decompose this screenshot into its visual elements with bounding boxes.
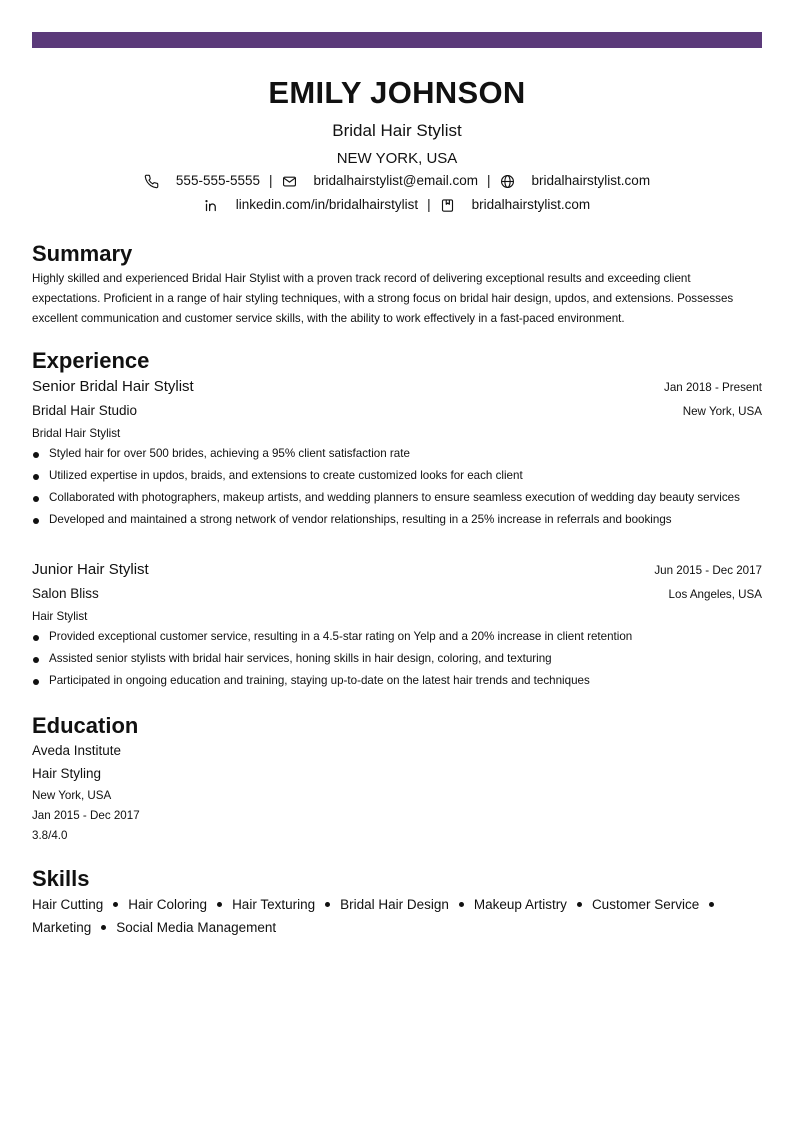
skill-item: Marketing <box>32 920 92 935</box>
contact-separator: | <box>487 173 491 188</box>
bullet-dot <box>33 657 39 663</box>
bullet-text: Developed and maintained a strong network of vendor relationships, resulting in a 25% increase in referrals and bookings <box>49 513 672 526</box>
skills-list <box>32 893 767 939</box>
bullet-text: Participated in ongoing education and training, staying up-to-date on the latest hair trends and techniques <box>49 674 590 687</box>
linkedin-icon <box>204 197 220 213</box>
bullet-dot <box>33 635 39 641</box>
phone-icon <box>144 173 160 189</box>
skill-separator <box>101 925 106 930</box>
education-school: Aveda Institute <box>32 743 122 758</box>
candidate-title: Bridal Hair Stylist <box>332 121 462 140</box>
resume-header <box>32 74 762 216</box>
skill-separator <box>459 902 464 907</box>
summary-heading: Summary <box>32 241 133 266</box>
linkedin-text: linkedin.com/in/bridalhairstylist <box>235 197 419 212</box>
contact-row-1 <box>32 170 762 192</box>
contact-separator: | <box>269 173 273 188</box>
portfolio-icon <box>440 197 456 213</box>
accent-bar <box>32 32 762 48</box>
job-1-bullets <box>32 446 762 534</box>
contact-separator: | <box>427 197 431 212</box>
bullet-dot <box>33 474 39 480</box>
portfolio-text: bridalhairstylist.com <box>471 197 591 212</box>
job-role: Hair Stylist <box>32 610 88 623</box>
job-2-company-row <box>32 586 762 601</box>
skills-heading: Skills <box>32 866 90 891</box>
job-2-bullets <box>32 629 762 695</box>
list-item <box>32 490 762 506</box>
job-2-title-row <box>32 561 762 578</box>
job-dates: Jun 2015 - Dec 2017 <box>654 564 762 577</box>
contact-phone[interactable] <box>144 171 260 191</box>
job-company: Salon Bliss <box>32 586 99 601</box>
job-location: Los Angeles, USA <box>668 588 762 601</box>
website-text: bridalhairstylist.com <box>531 173 651 188</box>
candidate-name: EMILY JOHNSON <box>268 75 526 110</box>
candidate-location: NEW YORK, USA <box>336 150 458 167</box>
job-dates: Jan 2018 - Present <box>664 381 762 394</box>
job-company: Bridal Hair Studio <box>32 403 138 418</box>
skill-separator <box>577 902 582 907</box>
mail-icon <box>282 173 298 189</box>
skill-item: Makeup Artistry <box>473 897 567 912</box>
education-gpa: 3.8/4.0 <box>32 829 68 842</box>
bullet-text: Utilized expertise in updos, braids, and extensions to create customized looks for each client <box>49 469 523 482</box>
bullet-text: Collaborated with photographers, makeup artists, and wedding planners to ensure seamless execution of wedding day beauty services <box>49 491 740 504</box>
list-item <box>32 446 762 462</box>
job-1-company-row <box>32 403 762 418</box>
contact-portfolio[interactable] <box>440 195 591 215</box>
skill-separator <box>709 902 714 907</box>
globe-icon <box>500 173 516 189</box>
bullet-dot <box>33 452 39 458</box>
education-heading: Education <box>32 713 139 738</box>
job-title: Senior Bridal Hair Stylist <box>32 378 194 395</box>
list-item <box>32 651 762 667</box>
education-field: Hair Styling <box>32 766 102 781</box>
contact-email[interactable] <box>282 171 479 191</box>
bullet-dot <box>33 518 39 524</box>
email-text: bridalhairstylist@email.com <box>313 173 479 188</box>
summary-text: Highly skilled and experienced Bridal Hair Stylist with a proven track record of delivering exceptional results and exceeding client expectations. Proficient in a range of hair styling techniques, with a strong focus on bridal hair design, updos, and extensions. Possesses excellent communication and customer service skills, with the ability to work effectively in a fast-paced environment. <box>32 272 734 325</box>
contact-row-2 <box>32 194 762 216</box>
education-dates: Jan 2015 - Dec 2017 <box>32 809 140 822</box>
skill-separator <box>217 902 222 907</box>
bullet-text: Styled hair for over 500 brides, achieving a 95% client satisfaction rate <box>49 447 410 460</box>
bullet-dot <box>33 679 39 685</box>
job-location: New York, USA <box>682 405 762 418</box>
skill-item: Hair Cutting <box>32 897 104 912</box>
skill-item: Hair Texturing <box>232 897 316 912</box>
job-title: Junior Hair Stylist <box>32 561 149 578</box>
skill-item: Hair Coloring <box>128 897 208 912</box>
list-item <box>32 468 762 484</box>
skill-separator <box>113 902 118 907</box>
phone-text: 555-555-5555 <box>175 173 260 188</box>
list-item <box>32 673 762 689</box>
job-1-title-row <box>32 378 762 395</box>
skill-item: Bridal Hair Design <box>340 897 449 912</box>
bullet-text: Assisted senior stylists with bridal hair services, honing skills in hair design, coloring, and texturing <box>49 652 552 665</box>
list-item <box>32 512 762 528</box>
skill-item: Social Media Management <box>116 920 277 935</box>
list-item <box>32 629 762 645</box>
bullet-text: Provided exceptional customer service, resulting in a 4.5-star rating on Yelp and a 20% increase in client retention <box>49 630 633 643</box>
skill-separator <box>325 902 330 907</box>
education-location: New York, USA <box>32 789 112 802</box>
bullet-dot <box>33 496 39 502</box>
contact-website[interactable] <box>500 171 651 191</box>
contact-linkedin[interactable] <box>204 195 418 215</box>
experience-heading: Experience <box>32 348 150 373</box>
skill-item: Customer Service <box>591 897 700 912</box>
job-role: Bridal Hair Stylist <box>32 427 121 440</box>
